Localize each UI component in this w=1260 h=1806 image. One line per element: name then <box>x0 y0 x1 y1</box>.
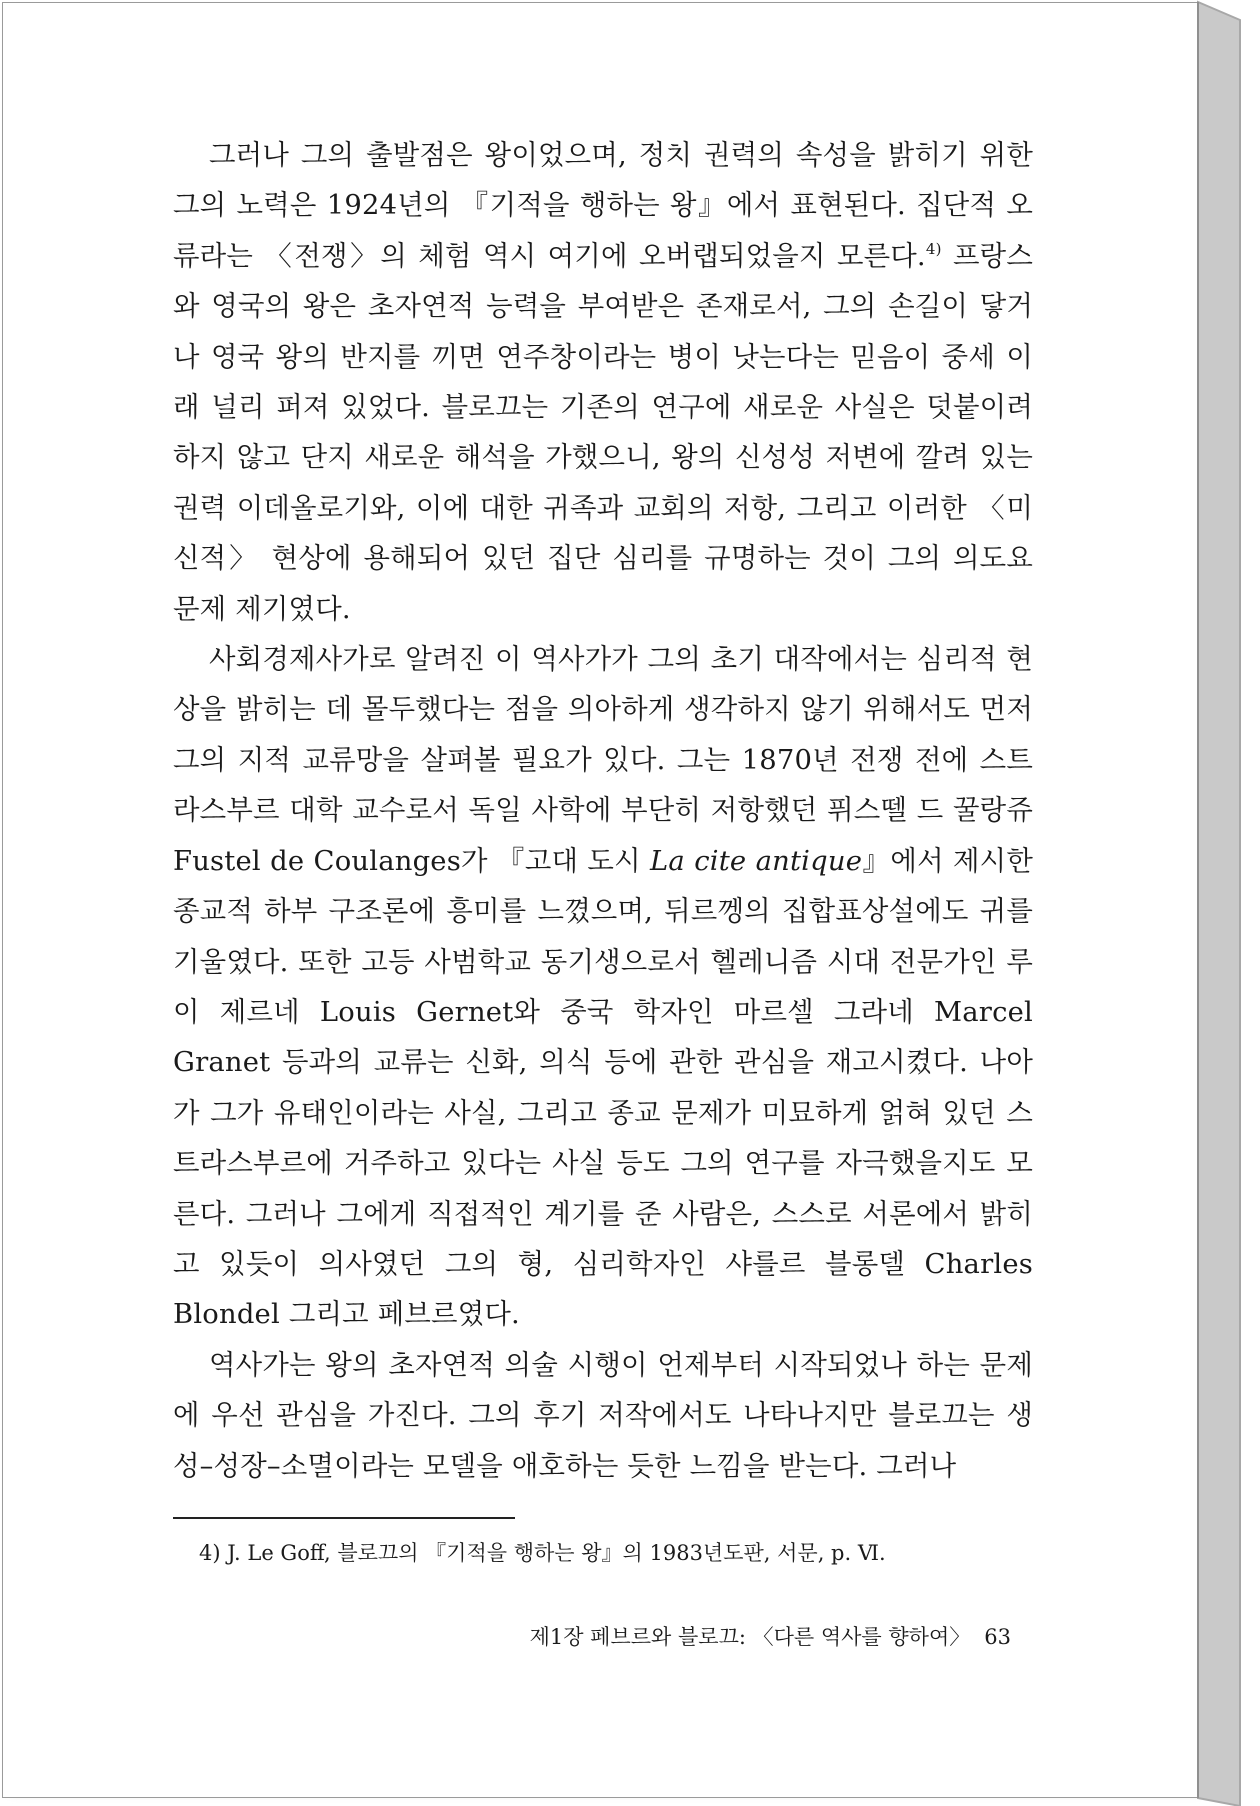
paragraph-1-text-cont: 프랑스와 영국의 왕은 초자연적 능력을 부여받은 존재로서, 그의 손길이 닿거나 영국 왕의 반지를 끼면 연주창이라는 병이 낫는다는 믿음이 중세 이래 널리 퍼져 있었다. 블로끄는 기존의 연구에 새로운 사실은 덧붙이려 하지 않고 단지 새로운 해석을 가했으니, 왕의 신성성 저변에 깔려 있는 권력 이데올로기와, 이에 대한 귀족과 교회의 저항, 그리고 이러한 〈미신적〉 현상에 용해되어 있던 집단 심리를 규명하는 것이 그의 의도요 문제 제기였다. <box>173 240 1034 625</box>
italic-book-title: La cite antique <box>650 845 863 877</box>
paragraph-3-text: 역사가는 왕의 초자연적 의술 시행이 언제부터 시작되었나 하는 문제에 우선 관심을 가진다. 그의 후기 저작에서도 나타나지만 블로끄는 생성–성장–소멸이라는 모델을 애호하는 듯한 느낌을 받는다. 그러나 <box>173 1349 1033 1482</box>
running-title: 제1장 페브르와 블로끄: 〈다른 역사를 향하여〉 <box>529 1625 971 1649</box>
footnote: 4) J. Le Goff, 블로끄의 『기적을 행하는 왕』의 1983년도판, 서문, p. Ⅵ. <box>199 1541 886 1565</box>
paragraph-2-text: 사회경제사가로 알려진 이 역사가가 그의 초기 대작에서는 심리적 현상을 밝히는 데 몰두했다는 점을 의아하게 생각하지 않기 위해서도 먼저 그의 지적 교류망을 살펴볼 필요가 있다. 그는 1870년 전쟁 전에 스트라스부르 대학 교수로서 독일 사학에 부단히 저항했던 퓌스뗄 드 꿀랑쥬 Fustel de Coulanges가 『고대 도시 <box>173 644 1033 877</box>
paragraph-2-text-cont: 』에서 제시한 종교적 하부 구조론에 흥미를 느꼈으며, 뒤르껭의 집합표상설에도 귀를 기울였다. 또한 고등 사범학교 동기생으로서 헬레니즘 시대 전문가인 루이 제르네 Louis Gernet와 중국 학자인 마르셀 그라네 Marcel Granet 등과의 교류는 신화, 의식 등에 관한 관심을 재고시켰다. 나아가 그가 유태인이라는 사실, 그리고 종교 문제가 미묘하게 얽혀 있던 스트라스부르에 거주하고 있다는 사실 등도 그의 연구를 자극했을지도 모른다. 그러나 그에게 직접적인 계기를 준 사람은, 스스로 서론에서 밝히고 있듯이 의사였던 그의 형, 심리학자인 샤를르 블롱델 Charles Blondel 그리고 페브르였다. <box>173 845 1034 1331</box>
page-number: 63 <box>984 1625 1011 1649</box>
paragraph-1-text: 그러나 그의 출발점은 왕이었으며, 정치 권력의 속성을 밝히기 위한 그의 노력은 1924년의 『기적을 행하는 왕』에서 표현된다. 집단적 오류라는 〈전쟁〉의 체험 역시 여기에 오버랩되었을지 모른다. <box>173 140 1033 272</box>
book-spine-side <box>1198 2 1240 1806</box>
footnote-ref-4: 4) <box>925 239 942 258</box>
